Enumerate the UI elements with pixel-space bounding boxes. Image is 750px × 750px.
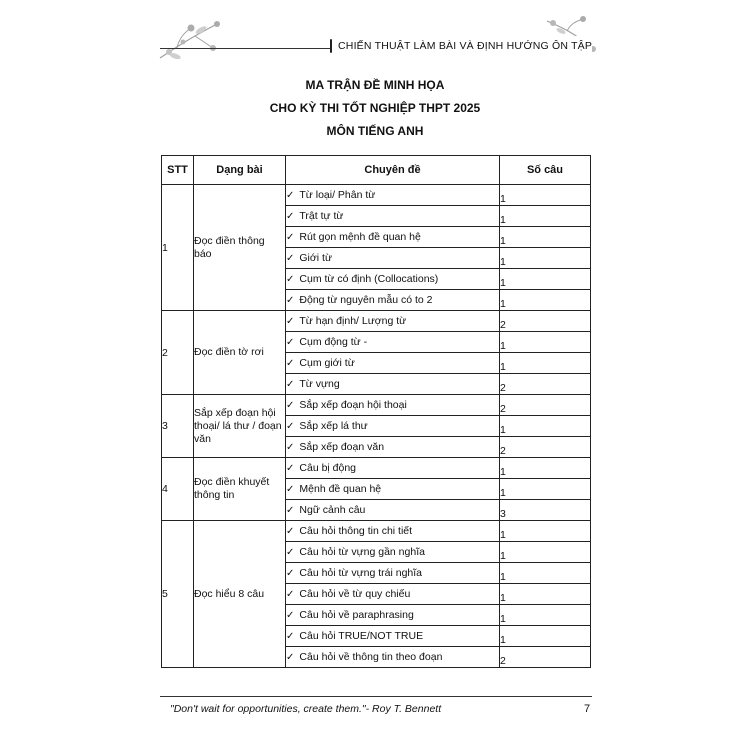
cell-topic — [286, 500, 500, 521]
title-line-3: MÔN TIẾNG ANH — [326, 124, 424, 138]
checkmark-icon: ✓ — [286, 358, 295, 369]
cell-topic — [286, 248, 500, 269]
cell-stt: 2 — [162, 311, 194, 395]
cell-topic — [286, 206, 500, 227]
checkmark-icon: ✓ — [286, 232, 295, 243]
checkmark-icon: ✓ — [286, 190, 295, 201]
cell-question-count: 1 — [500, 290, 591, 311]
checkmark-icon: ✓ — [286, 526, 295, 537]
cell-topic — [286, 353, 500, 374]
cell-topic — [286, 269, 500, 290]
topic-label: Câu hỏi TRUE/NOT TRUE — [299, 630, 424, 642]
cell-topic — [286, 374, 500, 395]
cell-stt: 3 — [162, 395, 194, 458]
checkmark-icon: ✓ — [286, 421, 295, 432]
topic-label: Từ hạn định/ Lượng từ — [299, 315, 407, 327]
table-row — [162, 395, 591, 416]
cell-topic — [286, 437, 500, 458]
topic-label: Cụm giới từ — [299, 357, 355, 369]
cell-topic — [286, 458, 500, 479]
header-topic: Chuyên đề — [286, 156, 500, 185]
table-row — [162, 521, 591, 542]
cell-topic — [286, 227, 500, 248]
cell-topic — [286, 395, 500, 416]
cell-question-type: Đọc điền thông báo — [194, 185, 286, 311]
page-header — [330, 36, 592, 56]
cell-question-count: 1 — [500, 185, 591, 206]
checkmark-icon: ✓ — [286, 568, 295, 579]
exam-matrix-table — [161, 155, 591, 668]
topic-label: Câu hỏi về paraphrasing — [299, 609, 414, 621]
cell-question-count: 1 — [500, 584, 591, 605]
checkmark-icon: ✓ — [286, 379, 295, 390]
cell-question-count: 1 — [500, 206, 591, 227]
header-stt: STT — [162, 156, 194, 185]
checkmark-icon: ✓ — [286, 316, 295, 327]
cell-stt: 5 — [162, 521, 194, 668]
cell-topic — [286, 416, 500, 437]
table-body — [162, 185, 591, 668]
cell-question-count: 1 — [500, 416, 591, 437]
cell-question-count: 2 — [500, 311, 591, 332]
topic-label: Sắp xếp đoạn hội thoại — [299, 399, 407, 411]
checkmark-icon: ✓ — [286, 337, 295, 348]
topic-label: Giới từ — [299, 252, 332, 264]
cell-question-count: 1 — [500, 353, 591, 374]
topic-label: Cụm động từ - — [299, 336, 368, 348]
cell-question-count: 1 — [500, 542, 591, 563]
cell-topic — [286, 563, 500, 584]
table-row — [162, 458, 591, 479]
cell-question-type: Sắp xếp đoạn hội thoại/ lá thư / đoạn văn — [194, 395, 286, 458]
cell-question-count: 2 — [500, 437, 591, 458]
cell-question-count: 2 — [500, 374, 591, 395]
cell-question-count: 1 — [500, 521, 591, 542]
header-count: Số câu — [500, 156, 591, 185]
topic-label: Cụm từ có định (Collocations) — [299, 273, 439, 285]
cell-topic — [286, 605, 500, 626]
cell-question-type: Đọc điền khuyết thông tin — [194, 458, 286, 521]
cell-question-count: 1 — [500, 479, 591, 500]
cell-question-type: Đọc hiểu 8 câu — [194, 521, 286, 668]
cell-topic — [286, 290, 500, 311]
cell-topic — [286, 542, 500, 563]
table-header-row — [162, 156, 591, 185]
topic-label: Động từ nguyên mẫu có to 2 — [299, 294, 433, 306]
page-number: 7 — [584, 703, 591, 715]
checkmark-icon: ✓ — [286, 652, 295, 663]
topic-label: Ngữ cảnh câu — [299, 504, 366, 516]
checkmark-icon: ✓ — [286, 547, 295, 558]
checkmark-icon: ✓ — [286, 442, 295, 453]
cell-topic — [286, 584, 500, 605]
title-line-2: CHO KỲ THI TỐT NGHIỆP THPT 2025 — [269, 101, 481, 115]
topic-label: Rút gọn mệnh đề quan hệ — [299, 231, 421, 243]
flower-branch-icon — [155, 18, 225, 64]
topic-label: Sắp xếp đoạn văn — [299, 441, 385, 453]
topic-label: Câu hỏi thông tin chi tiết — [299, 525, 413, 537]
cell-question-count: 1 — [500, 269, 591, 290]
cell-topic — [286, 521, 500, 542]
table-row — [162, 185, 591, 206]
topic-label: Từ loại/ Phân từ — [299, 189, 376, 201]
cell-question-count: 1 — [500, 605, 591, 626]
cell-question-count: 3 — [500, 500, 591, 521]
checkmark-icon: ✓ — [286, 589, 295, 600]
checkmark-icon: ✓ — [286, 295, 295, 306]
topic-label: Câu hỏi về từ quy chiếu — [299, 588, 411, 600]
book-icon — [330, 39, 332, 53]
header-type: Dạng bài — [194, 156, 286, 185]
checkmark-icon: ✓ — [286, 253, 295, 264]
topic-label: Câu hỏi từ vựng gần nghĩa — [299, 546, 425, 558]
cell-topic — [286, 185, 500, 206]
checkmark-icon: ✓ — [286, 631, 295, 642]
document-titles — [0, 74, 750, 143]
cell-stt: 4 — [162, 458, 194, 521]
checkmark-icon: ✓ — [286, 505, 295, 516]
cell-topic — [286, 311, 500, 332]
cell-topic — [286, 626, 500, 647]
checkmark-icon: ✓ — [286, 211, 295, 222]
checkmark-icon: ✓ — [286, 610, 295, 621]
cell-question-count: 1 — [500, 563, 591, 584]
cell-question-count: 1 — [500, 458, 591, 479]
topic-label: Từ vựng — [299, 378, 340, 390]
header-title: CHIẾN THUẬT LÀM BÀI VÀ ĐỊNH HƯỚNG ÔN TẬP — [338, 40, 593, 52]
topic-label: Trật tự từ — [299, 210, 344, 222]
checkmark-icon: ✓ — [286, 463, 295, 474]
title-line-1: MA TRẬN ĐỀ MINH HỌA — [305, 78, 445, 92]
cell-question-count: 2 — [500, 395, 591, 416]
cell-topic — [286, 479, 500, 500]
topic-label: Câu hỏi về thông tin theo đoạn — [299, 651, 443, 663]
checkmark-icon: ✓ — [286, 274, 295, 285]
cell-topic — [286, 647, 500, 668]
checkmark-icon: ✓ — [286, 484, 295, 495]
topic-label: Sắp xếp lá thư — [299, 420, 368, 432]
cell-question-count: 1 — [500, 248, 591, 269]
cell-question-count: 1 — [500, 626, 591, 647]
checkmark-icon: ✓ — [286, 400, 295, 411]
cell-question-type: Đọc điền tờ rơi — [194, 311, 286, 395]
cell-topic — [286, 332, 500, 353]
topic-label: Mệnh đề quan hệ — [299, 483, 382, 495]
cell-question-count: 1 — [500, 227, 591, 248]
cell-stt: 1 — [162, 185, 194, 311]
topic-label: Câu hỏi từ vựng trái nghĩa — [299, 567, 423, 579]
cell-question-count: 2 — [500, 647, 591, 668]
table-row — [162, 311, 591, 332]
footer-quote: "Don't wait for opportunities, create them."- Roy T. Bennett — [170, 703, 442, 715]
footer-rule — [160, 696, 592, 697]
topic-label: Câu bị động — [299, 462, 357, 474]
cell-question-count: 1 — [500, 332, 591, 353]
